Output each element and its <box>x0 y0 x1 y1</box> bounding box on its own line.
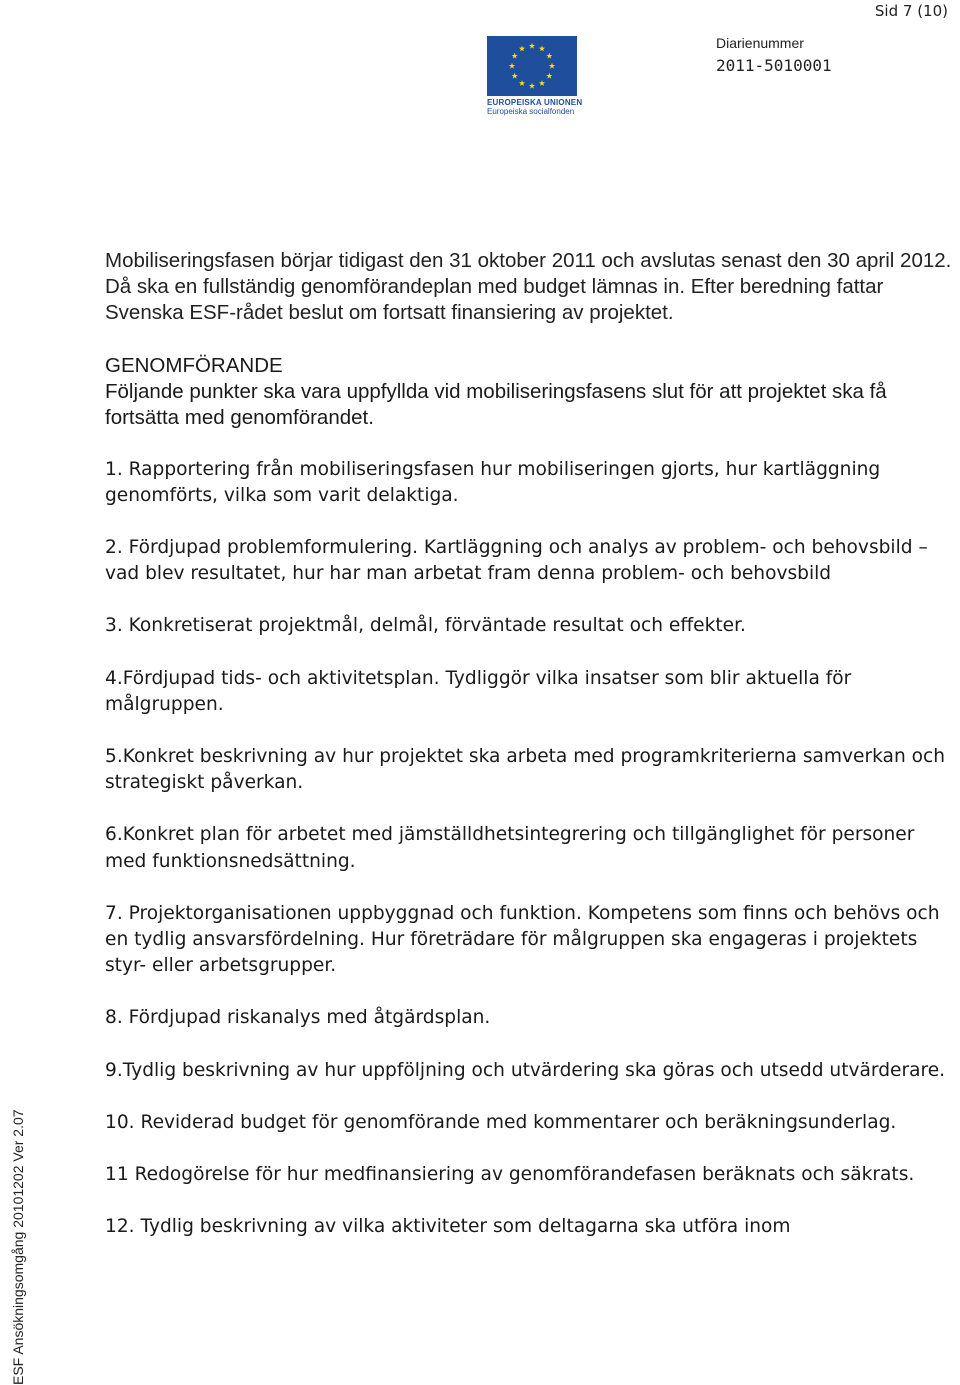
diary-label: Diarienummer <box>716 35 804 51</box>
list-item: 6.Konkret plan för arbetet med jämställdhetsintegrering och tillgänglighet för personer med funktionsnedsättning. <box>105 824 915 872</box>
section-lead: Följande punkter ska vara uppfyllda vid mobiliseringsfasens slut för att projektet ska få fortsätta med genomförandet. <box>105 379 887 429</box>
list-item: 8. Fördjupad riskanalys med åtgärdsplan. <box>105 1007 491 1029</box>
diary-block <box>716 35 832 75</box>
eu-logo <box>487 36 583 116</box>
list-item: 12. Tydlig beskrivning av vilka aktiviteter som deltagarna ska utföra inom <box>105 1216 791 1238</box>
document-body <box>105 248 955 1240</box>
eu-logo-line1: EUROPEISKA UNIONEN <box>487 98 583 107</box>
list-item: 7. Projektorganisationen uppbyggnad och funktion. Kompetens som finns och behövs och en tydlig ansvarsfördelning. Hur företrädare för målgruppen ska engageras i projektets styr- eller arbetsgrupper. <box>105 902 940 977</box>
section-heading: GENOMFÖRANDE <box>105 353 283 377</box>
list-item: 10. Reviderad budget för genomförande med kommentarer och beräkningsunderlag. <box>105 1111 897 1133</box>
eu-flag-icon <box>487 36 577 96</box>
list-item: 5.Konkret beskrivning av hur projektet ska arbeta med programkriterierna samverkan och strategiskt påverkan. <box>105 746 946 794</box>
side-footer: ESF Ansökningsomgång 20101202 Ver 2.07 <box>10 1109 26 1385</box>
page-number: Sid 7 (10) <box>874 2 948 20</box>
list-item: 2. Fördjupad problemformulering. Kartläggning och analys av problem- och behovsbild – vad blev resultatet, hur har man arbetat fram denna problem- och behovsbild <box>105 537 928 585</box>
list-item: 11 Redogörelse för hur medfinansiering av genomförandefasen beräknats och säkrats. <box>105 1164 915 1186</box>
list-item: 3. Konkretiserat projektmål, delmål, förväntade resultat och effekter. <box>105 615 746 637</box>
list-item: 4.Fördjupad tids- och aktivitetsplan. Tydliggör vilka insatser som blir aktuella för målgruppen. <box>105 667 852 715</box>
intro-paragraph: Mobiliseringsfasen börjar tidigast den 31 oktober 2011 och avslutas senast den 30 april 2012. Då ska en fullständig genomförandeplan med budget lämnas in. Efter beredning fattar Svenska ESF-rådet beslut om fortsatt finansiering av projektet. <box>105 249 952 325</box>
diary-number: 2011-5010001 <box>716 56 832 75</box>
list-item: 1. Rapportering från mobiliseringsfasen hur mobiliseringen gjorts, hur kartläggning genomförts, vilka som varit delaktiga. <box>105 458 881 506</box>
list-item: 9.Tydlig beskrivning av hur uppföljning och utvärdering ska göras och utsedd utvärderare. <box>105 1059 946 1081</box>
eu-logo-line2: Europeiska socialfonden <box>487 107 575 116</box>
